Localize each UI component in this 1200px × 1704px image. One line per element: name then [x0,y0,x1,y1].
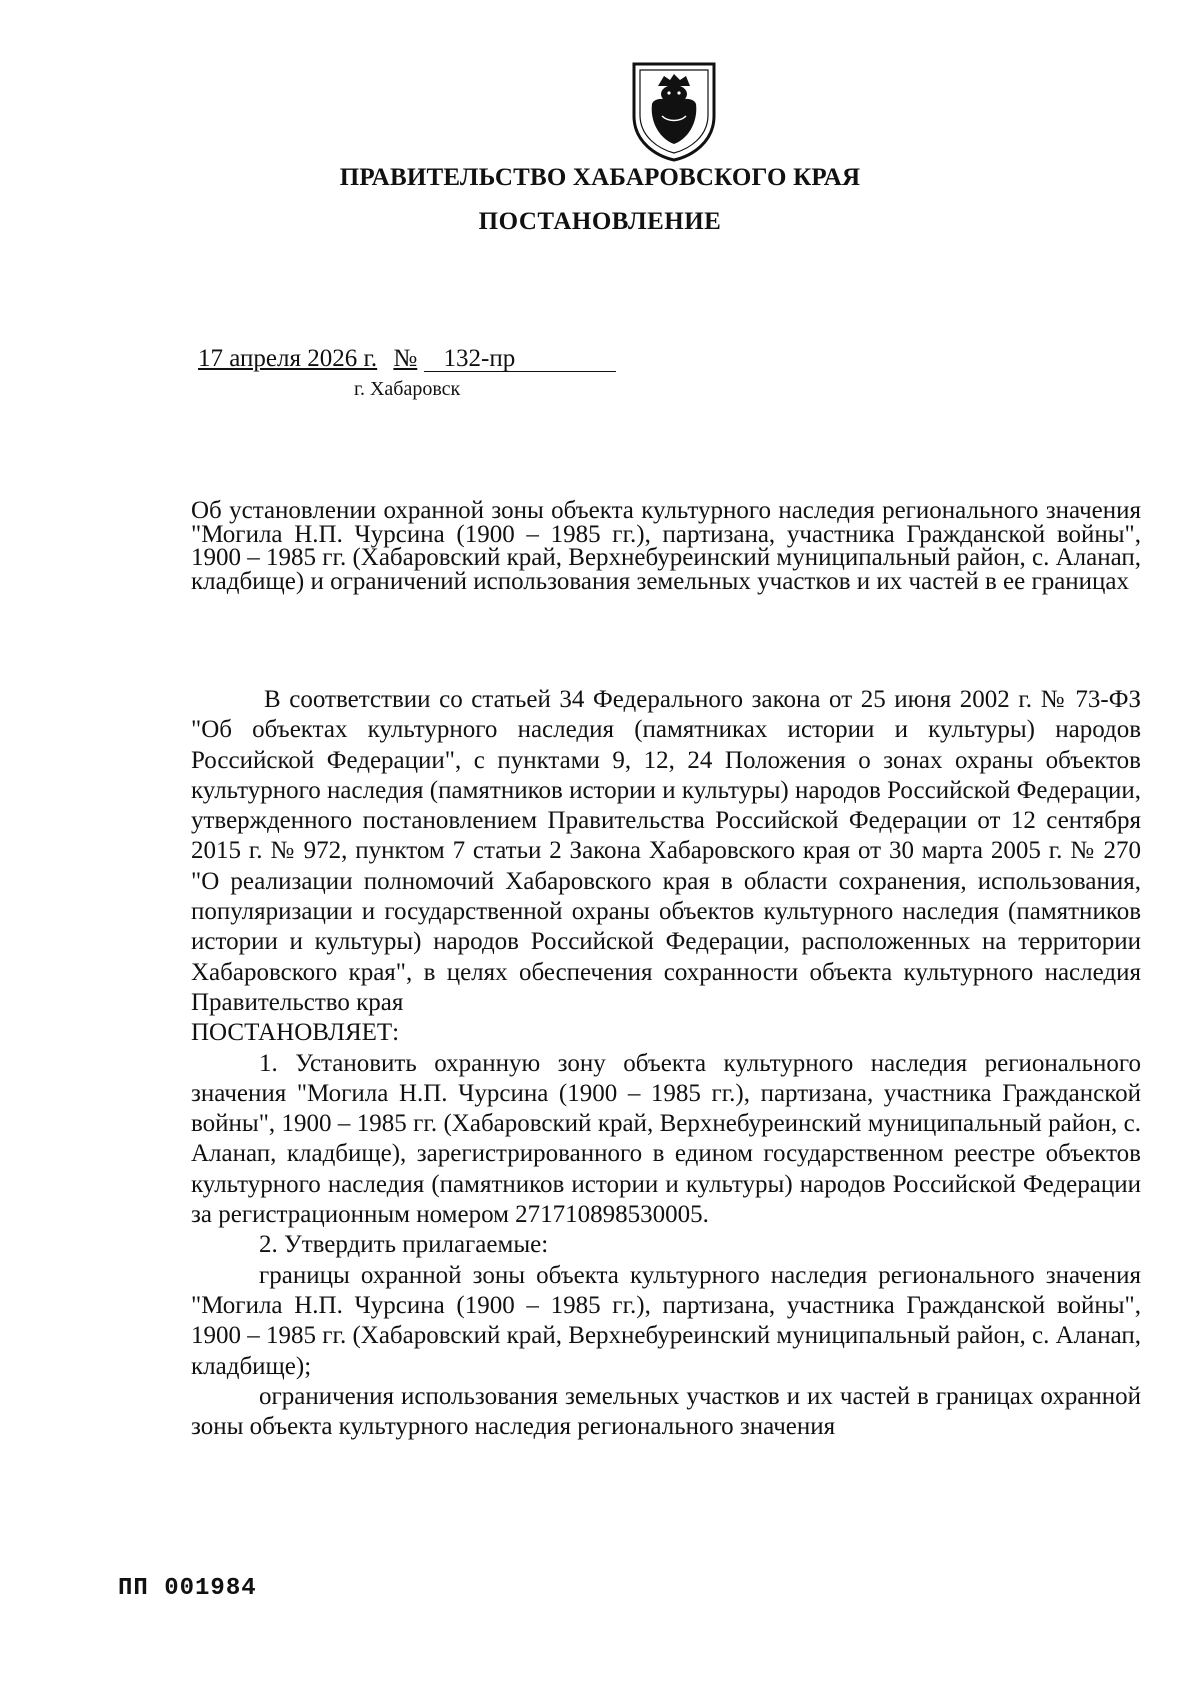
document-date: 17 апреля 2026 г. [198,345,378,372]
item-2a-paragraph: границы охранной зоны объекта культурного наследия регионального значения "Могила Н.П. Чурсина (1900 – 1985 гг.), партизана, участника Гражданской войны", 1900 – 1985 гг. (Хабаровский край, Верхнебуреинский муниципальный район, с. Аланап, кладбище); [191,1261,1141,1380]
resolves-heading: ПОСТАНОВЛЯЕТ: [191,1019,400,1047]
document-body [191,685,1141,1442]
city: г. Хабаровск [354,378,461,400]
coat-of-arms-icon [628,58,720,162]
form-serial-code: ПП 001984 [118,1575,257,1602]
organization-title: ПРАВИТЕЛЬСТВО ХАБАРОВСКОГО КРАЯ [339,164,861,191]
number-sign: № [393,345,418,372]
preamble-paragraph: В соответствии со статьей 34 Федерального закона от 25 июня 2002 г. № 73-ФЗ "Об объектах культурного наследия (памятниках истории и культуры) народов Российской Федерации", с пунктами 9, 12, 24 Положения о зонах охраны объектов культурного наследия (памятников истории и культуры) народов Российской Федерации, утвержденного постановлением Правительства Российской Федерации от 12 сентября 2015 г. № 972, пунктом 7 статьи 2 Закона Хабаровского края от 30 марта 2005 г. № 270 "О реализации полномочий Хабаровского края в области сохранения, использования, популяризации и государственной охраны объектов культурного наследия (памятников истории и культуры) народов Российской Федерации, расположенных на территории Хабаровского края", в целях обеспечения сохранности объекта культурного наследия Правительство края [191,686,1141,1016]
document-type: ПОСТАНОВЛЕНИЕ [478,208,722,235]
item-2b-paragraph: ограничения использования земельных участков и их частей в границах охранной зоны объекта культурного наследия регионального значения [191,1382,1141,1441]
date-number-row [198,345,616,373]
item-1-paragraph: 1. Установить охранную зону объекта культурного наследия регионального значения "Могила Н.П. Чурсина (1900 – 1985 гг.), партизана, участника Гражданской войны", 1900 – 1985 гг. (Хабаровский край, Верхнебуреинский муниципальный район, с. Аланап, кладбище), зарегистрированного в едином государственном реестре объектов культурного наследия (памятников истории и культуры) народов Российской Федерации за регистрационным номером 271710898530005. [191,1049,1141,1229]
document-number: 132-пр [424,347,616,372]
document-subject: Об установлении охранной зоны объекта культурного наследия регионального значения "Могила Н.П. Чурсина (1900 – 1985 гг.), партизана, участника Гражданской войны", 1900 – 1985 гг. (Хабаровский край, Верхнебуреинский муниципальный район, с. Аланап, кладбище) и ограничений использования земельных участков и их частей в ее границах [191,497,1141,595]
item-2-paragraph: 2. Утвердить прилагаемые: [259,1231,549,1259]
